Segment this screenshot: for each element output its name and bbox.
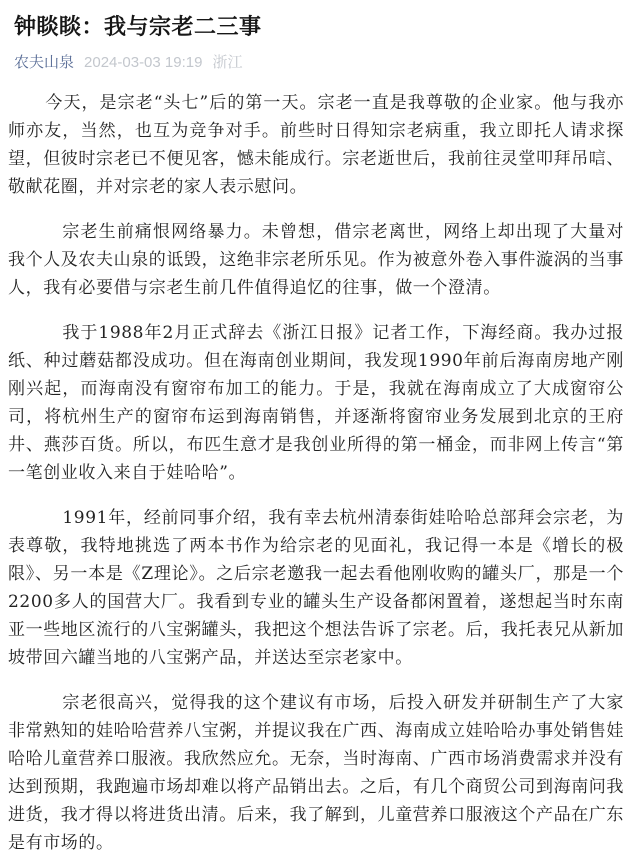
paragraph-1: 今天，是宗老“头七”后的第一天。宗老一直是我尊敬的企业家。他与我亦师亦友，当然，也互为竞争对手。前些时日得知宗老病重，我立即托人请求探望，但彼时宗老已不便见客，憾未能成行。宗老逝世后，我前往灵堂叩拜吊唁、敬献花圈，并对宗老的家人表示慰问。 bbox=[8, 92, 624, 197]
publish-location: 浙江 bbox=[212, 53, 243, 71]
author-link[interactable]: 农夫山泉 bbox=[14, 53, 75, 71]
paragraph-2: 宗老生前痛恨网络暴力。未曾想，借宗老离世，网络上却出现了大量对我个人及农夫山泉的诋毁，这绝非宗老所乐见。作为被意外卷入事件漩涡的当事人，我有必要借与宗老生前几件值得追忆的往事，做一个澄清。 bbox=[8, 221, 624, 298]
paragraph-4: 1991年，经前同事介绍，我有幸去杭州清泰街娃哈哈总部拜会宗老，为表尊敬，我特地挑选了两本书作为给宗老的见面礼，我记得一本是《增长的极限》、另一本是《Z理论》。之后宗老邀我一起去看他刚收购的罐头厂，那是一个2200多人的国营大厂。我看到专业的罐头生产设备都闲置着，遂想起当时东南亚一些地区流行的八宝粥罐头，我把这个想法告诉了宗老。后，我托表兄从新加坡带回六罐当地的八宝粥产品，并送达至宗老家中。 bbox=[8, 507, 624, 668]
paragraph-5: 宗老很高兴，觉得我的这个建议有市场，后投入研发并研制生产了大家非常熟知的娃哈哈营养八宝粥，并提议我在广西、海南成立娃哈哈办事处销售娃哈哈儿童营养口服液。我欣然应允。无奈，当时海南、广西市场消费需求并没有达到预期，我跑遍市场却难以将产品销出去。之后，有几个商贸公司到海南问我进货，我才得以将进货出清。后来，我了解到，儿童营养口服液这个产品在广东是有市场的。 bbox=[8, 692, 624, 853]
article-title: 钟睒睒：我与宗老二三事 bbox=[14, 14, 262, 39]
article-content bbox=[0, 89, 632, 857]
publish-date: 2024-03-03 19:19 bbox=[84, 53, 203, 71]
paragraph-3: 我于1988年2月正式辞去《浙江日报》记者工作，下海经商。我办过报纸、种过蘑菇都没成功。但在海南创业期间，我发现1990年前后海南房地产刚刚兴起，而海南没有窗帘布加工的能力。于是，我就在海南成立了大成窗帘公司，将杭州生产的窗帘布运到海南销售，并逐渐将窗帘业务发展到北京的王府井、燕莎百货。所以，布匹生意才是我创业所得的第一桶金，而非网上传言“第一笔创业收入来自于娃哈哈”。 bbox=[8, 322, 624, 483]
article-meta bbox=[0, 51, 632, 73]
